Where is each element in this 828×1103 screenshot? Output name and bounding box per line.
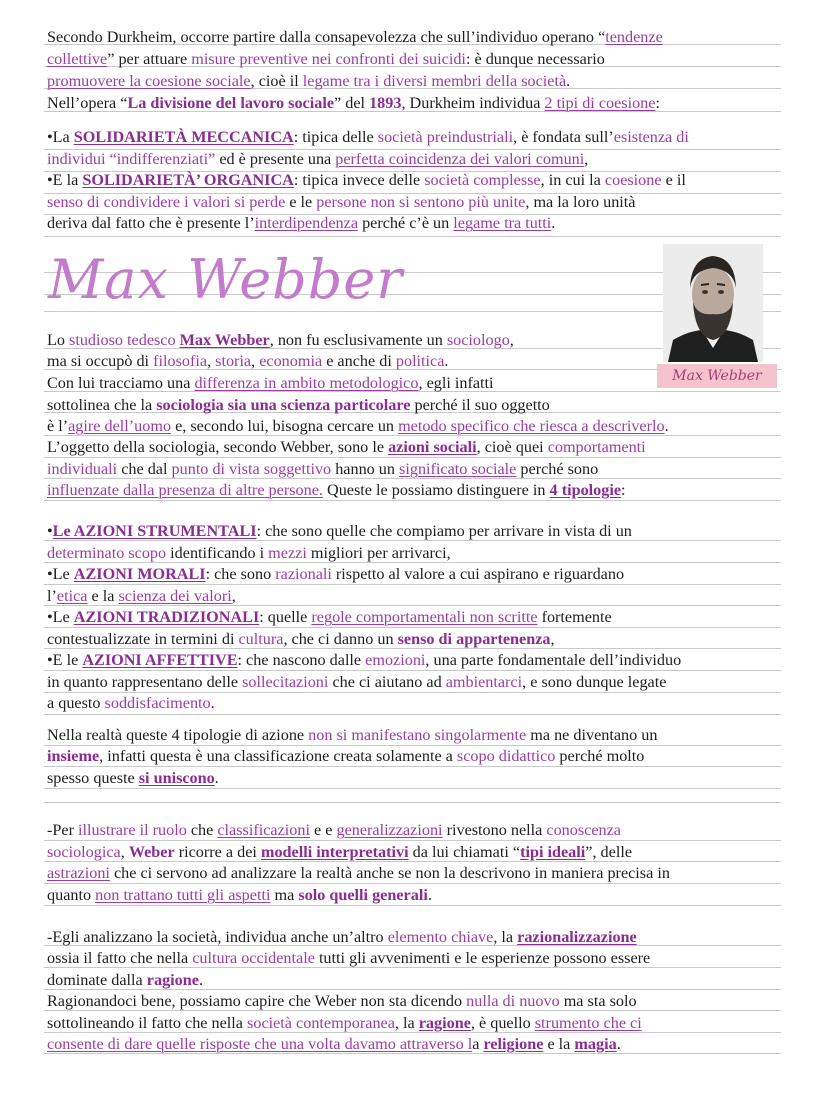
text-line: insieme, infatti questa è una classificazione creata solamente a scopo didattico perché molto xyxy=(47,747,645,765)
ruled-line xyxy=(44,236,781,237)
text-line: Ragionandoci bene, possiamo capire che Weber non sta dicendo nulla di nuovo ma sta solo xyxy=(47,992,637,1010)
text-line: individui “indifferenziati” ed è presente una perfetta coincidenza dei valori comuni, xyxy=(47,150,589,168)
text-line: dominate dalla ragione. xyxy=(47,971,203,989)
text-line: Lo studioso tedesco Max Webber, non fu esclusivamente un sociologo, xyxy=(47,331,514,349)
text-line: individuali che dal punto di vista soggettivo hanno un significato sociale perché sono xyxy=(47,460,599,478)
page-title: Max Webber xyxy=(48,248,404,311)
text-line: •E la SOLIDARIETÀ’ ORGANICA: tipica invece delle società complesse, in cui la coesione e il xyxy=(47,171,686,189)
text-line: consente di dare quelle risposte che una volta davamo attraverso la religione e la magia. xyxy=(47,1035,621,1053)
text-line: Nell’opera “La divisione del lavoro sociale” del 1893, Durkheim individua 2 tipi di coesione: xyxy=(47,94,660,112)
text-line: contestualizzate in termini di cultura, che ci danno un senso di appartenenza, xyxy=(47,630,555,648)
ruled-line xyxy=(44,714,781,715)
text-line: astrazioni che ci servono ad analizzare la realtà anche se non la descrivono in maniera precisa in xyxy=(47,864,670,882)
text-line: sociologica, Weber ricorre a dei modelli interpretativi da lui chiamati “tipi ideali”, delle xyxy=(47,843,633,861)
text-line: determinato scopo identificando i mezzi migliori per arrivarci, xyxy=(47,544,451,562)
text-line: L’oggetto della sociologia, secondo Webber, sono le azioni sociali, cioè quei comportamenti xyxy=(47,438,646,456)
text-line: Secondo Durkheim, occorre partire dalla consapevolezza che sull’individuo operano “tendenze xyxy=(47,28,663,46)
text-line: influenzate dalla presenza di altre persone. Queste le possiamo distinguere in 4 tipologie: xyxy=(47,481,626,499)
text-line: a questo soddisfacimento. xyxy=(47,694,215,712)
text-line: spesso queste si uniscono. xyxy=(47,769,219,787)
text-line: senso di condividere i valori si perde e le persone non si sentono più unite, ma la loro unità xyxy=(47,193,636,211)
text-line: è l’agire dell’uomo e, secondo lui, bisogna cercare un metodo specifico che riesca a descriverlo. xyxy=(47,417,669,435)
text-line: •Le AZIONI MORALI: che sono razionali rispetto al valore a cui aspirano e riguardano xyxy=(47,565,625,583)
text-line: ossia il fatto che nella cultura occidentale tutti gli avvenimenti e le esperienze possono essere xyxy=(47,949,651,967)
portrait-caption: Max Webber xyxy=(657,364,777,388)
text-line: deriva dal fatto che è presente l’interdipendenza perché c’è un legame tra tutti. xyxy=(47,214,556,232)
text-line: collettive” per attuare misure preventive nei confronti dei suicidi: è dunque necessario xyxy=(47,50,605,68)
text-line: Nella realtà queste 4 tipologie di azione non si manifestano singolarmente ma ne diventano un xyxy=(47,726,658,744)
text-line: -Per illustrare il ruolo che classificazioni e e generalizzazioni rivestono nella conoscenza xyxy=(47,821,621,839)
text-line: in quanto rappresentano delle sollecitazioni che ci aiutano ad ambientarci, e sono dunque legate xyxy=(47,673,667,691)
text-line: promuovere la coesione sociale, cioè il legame tra i diversi membri della società. xyxy=(47,72,571,90)
text-line: •La SOLIDARIETÀ MECCANICA: tipica delle società preindustriali, è fondata sull’esistenza di xyxy=(47,128,689,146)
text-line: sottolinea che la sociologia sia una scienza particolare perché il suo oggetto xyxy=(47,396,550,414)
text-line: l’etica e la scienza dei valori, xyxy=(47,587,236,605)
text-line: •Le AZIONI TRADIZIONALI: quelle regole comportamentali non scritte fortemente xyxy=(47,608,612,626)
text-line: ma si occupò di filosofia, storia, economia e anche di politica. xyxy=(47,352,449,370)
text-line: •E le AZIONI AFFETTIVE: che nascono dalle emozioni, una parte fondamentale dell’individuo xyxy=(47,651,682,669)
ruled-line xyxy=(44,802,781,803)
text-line: -Egli analizzano la società, individua anche un’altro elemento chiave, la razionalizzazione xyxy=(47,928,637,946)
text-line: Con lui tracciamo una differenza in ambito metodologico, egli infatti xyxy=(47,374,494,392)
text-line: •Le AZIONI STRUMENTALI: che sono quelle che compiamo per arrivare in vista di un xyxy=(47,522,632,540)
text-line: sottolineando il fatto che nella società contemporanea, la ragione, è quello strumento che ci xyxy=(47,1014,642,1032)
text-line: quanto non trattano tutti gli aspetti ma solo quelli generali. xyxy=(47,886,432,904)
